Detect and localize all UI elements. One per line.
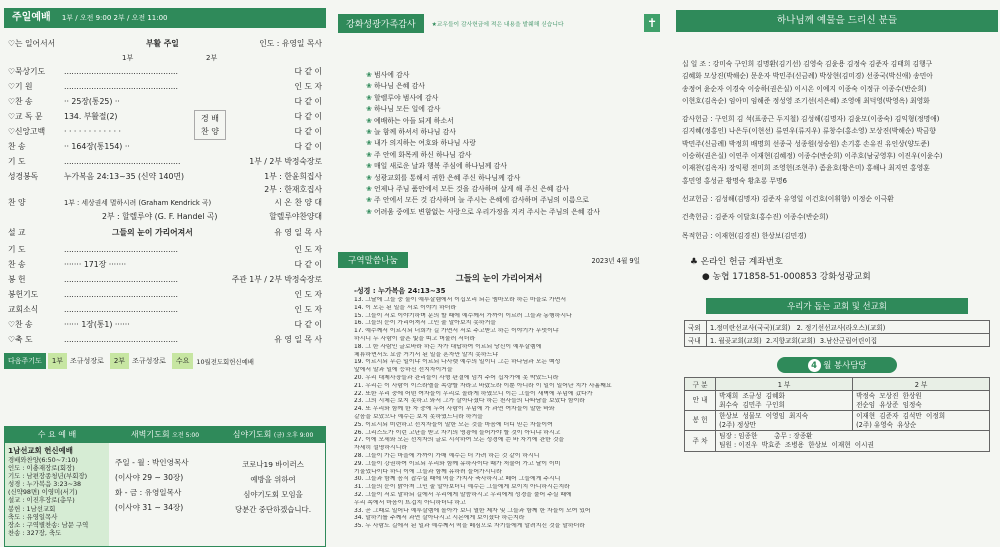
flower-icon: ❀	[366, 162, 374, 171]
offering-column	[676, 0, 998, 547]
order-person: 유 영 일 목 사	[274, 335, 322, 344]
next-week-prayer	[4, 351, 326, 371]
mission-table	[684, 320, 990, 347]
night-line: 코로나19 바이러스	[242, 460, 304, 469]
offering-row: 박민주(신금례) 박정희 배명희 선종국 성종원(성승원) 손기홍 손유진 유인상(양도준)	[682, 139, 930, 148]
offering-title: 하나님께 예물을 드리신 분들	[676, 10, 998, 32]
mission-domestic-2: 2.지향교회(교회)	[765, 337, 816, 345]
verse-line: 18. 그 한 사람인 글로바라 하는 자가 대답하여 이르되 당신이 예루살렘에	[354, 343, 542, 350]
bible-date: 2023년 4월 9일	[591, 257, 640, 265]
flower-icon: ❀	[366, 150, 374, 159]
night-time: (금) 오후 9:00	[273, 432, 314, 439]
dawn-time: 오전 5:00	[172, 432, 200, 439]
duty-cell: 이재현 김준자 김석만 이정희 (2주) 유영숙 유상순	[853, 411, 990, 431]
verse-line: 28. 그들이 가는 마을에 가까이 가매 예수는 더 가려 하는 것 같이 하시니	[354, 452, 540, 459]
order-row	[4, 154, 326, 169]
duty-cell: 안 내	[685, 391, 716, 411]
order-person: 인 도 자	[294, 245, 322, 254]
night-line: 예방을 위하여	[250, 475, 296, 484]
thanks-item	[366, 150, 660, 161]
choir-1: 1부 : 세상권세 멸하시려 (Graham Kendrick 곡)	[64, 199, 212, 207]
night-header: 심야기도회	[232, 430, 272, 439]
flower-icon: ❀	[366, 71, 374, 79]
order-person: 다 같 이	[294, 320, 322, 329]
verse-line: 34. 말하기를 주께서 과연 살아나시고 시몬에게 보이셨다 하는지라	[354, 515, 525, 522]
flower-icon: ❀	[366, 196, 374, 205]
flower-icon: ❀	[366, 105, 374, 114]
thanks-item	[366, 161, 660, 172]
order-row	[4, 139, 326, 154]
order-person: 다 같 이	[294, 97, 322, 106]
order-detail: ······· 171장 ·······	[64, 260, 127, 269]
nw2-label: 2부	[110, 353, 129, 369]
verse-line: 30. 그들과 함께 음식 잡수실 때에 떡을 가지사 축사하시고 떼어 그들에게 주시니	[354, 476, 561, 483]
thanks-text: 내가 의지하는 여호와 하나님 사랑	[373, 139, 476, 148]
thanks-text: 매일 새로운 날과 행복 주심에 하나님께 감사	[373, 162, 507, 171]
choir-2: 2부 : 할렐루야 (G. F. Handel 곡)	[102, 212, 218, 221]
worship-times: 1부 / 오전 9:00 2부 / 오전 11:00	[61, 14, 168, 22]
thanks-list	[338, 34, 660, 252]
wed-line: 봉헌 : 1남선교회	[8, 504, 56, 513]
nw1-value: 조규성장로	[70, 357, 104, 365]
thanks-text: 주 안에 화목케 하신 하나님 감사	[373, 150, 472, 159]
order-row	[4, 124, 326, 139]
order-row	[4, 64, 326, 79]
wed-content	[5, 443, 109, 546]
verse-line: 체류하면서도 요즘 거기서 된 일을 혼자만 알지 못하느냐	[354, 351, 498, 358]
dawn-line: (이사야 29 ~ 30장)	[115, 473, 184, 482]
verse-line: 27. 이에 모세와 모든 선지자의 글로 시작하여 모든 성경에 쓴 바 자기에 관한 것을	[354, 437, 565, 444]
choir-2-team: 할렐루야찬양대	[269, 212, 322, 221]
thanks-text: 할렐루야 범사에 감사	[373, 93, 439, 102]
mission-domestic-1: 1. 월곶교회(교회)	[710, 337, 762, 345]
verse-line: 15. 그들이 서로 이야기하며 문의 할 때에 예수께서 가까이 이르러 그들과 동행하시나	[354, 312, 572, 319]
order-detail: ······ 1장(통1) ······	[64, 320, 130, 329]
thanks-item	[366, 127, 660, 138]
bible-verses	[338, 296, 660, 531]
online-title: ♣ 온라인 헌금 계좌번호	[690, 257, 783, 267]
thanks-text: 예배하는 아들 되게 하소서	[373, 116, 454, 125]
order-row	[4, 257, 326, 272]
thanks-item	[366, 195, 660, 206]
wed-line: 성경 : 누가복음 3:23~38	[8, 480, 82, 489]
offering-row: 목적헌금 : 이재현(김경진) 한상보(김민경)	[682, 231, 807, 240]
sermon-label: 설 교	[8, 228, 26, 237]
order-name: 기 도	[8, 245, 26, 254]
thanks-item	[366, 138, 660, 149]
order-name: ♡축 도	[8, 335, 33, 344]
flower-icon: ❀	[366, 185, 374, 194]
choir-1-team: 시 온 찬 양 대	[274, 198, 322, 207]
flower-icon: ❀	[366, 207, 374, 216]
verse-line: 22. 또한 우리 중에 어떤 여자들이 우리로 놀라게 하였으니 이는 그들이 새벽에 무덤에 갔다가	[354, 390, 593, 397]
order-name: 찬 송	[8, 260, 26, 269]
wed-header: 수 요 예 배	[37, 430, 77, 439]
order-name: ♡찬 송	[8, 320, 33, 329]
order-row	[4, 242, 326, 257]
order-detail: ..............................................	[64, 275, 179, 284]
verse-line: 29. 그들이 강권하여 이르되 우리와 함께 유하사이다 때가 저물어 가고 날이 이미	[354, 460, 561, 467]
thanks-title: 강화성광가족감사	[338, 14, 424, 33]
verse-line: 31. 그들의 눈이 밝아져 그인 줄 알아보더니 예수는 그들에게 보이지 아니하시는지라	[354, 484, 570, 491]
wed-line: 기도 : 남편장종청년(부회장)	[8, 472, 88, 481]
offering-row: 이재찬(김옥자) 장익평 전미희 조영헌(조현주) 좀윤호(황은미) 홍해나 최지연 홍영훈	[682, 164, 930, 173]
thanks-item	[366, 116, 660, 127]
duty-cell: 박재희 조규성 김혜화 최수숙 김민주 구인희	[716, 391, 853, 411]
order-person: 주관 1부 / 2부 박정숙장로	[231, 275, 322, 284]
order-detail: ..............................................	[64, 245, 179, 254]
thanks-text: 성광교회를 통해서 귀한 은혜 주신 하나님께 감사	[373, 173, 521, 182]
worship-title: 주일예배	[12, 12, 51, 23]
part2-label: 2부	[206, 54, 218, 62]
order-person: 1부 : 한윤희집사	[264, 172, 322, 181]
order-row	[4, 169, 326, 184]
opening-label: ♡는 일어서서	[8, 39, 56, 48]
order-detail: · · · · · · · · · · · ·	[64, 127, 122, 136]
thanks-item	[366, 207, 660, 218]
order-name: 기 도	[8, 157, 26, 166]
worship-leader: 인도 : 유영일 목사	[259, 39, 322, 48]
order-detail: ..............................................	[64, 67, 179, 76]
order-person: 인 도 자	[294, 82, 322, 91]
thanks-item	[366, 104, 660, 115]
bible-header	[338, 252, 660, 268]
order-row	[4, 287, 326, 302]
verse-line: 같음을 보았으나 예수는 보지 못하였느니라 하거늘	[354, 413, 483, 420]
part1-label: 1부	[122, 54, 134, 62]
mission-abroad-label: 국외	[685, 321, 707, 334]
order-row	[4, 302, 326, 317]
thanks-text: 언제나 주님 품안에서 모든 것을 감사하며 살게 해 주신 은혜 감사	[373, 185, 569, 194]
order-of-service	[4, 64, 326, 184]
thanks-column	[338, 0, 660, 547]
offering-row: 건축헌금 : 김준자 이달호(홍수진) 이종수(반순희)	[682, 213, 829, 222]
order-name: ♡묵상기도	[8, 67, 46, 76]
verse-line: 20. 우리 대제사장들과 관리들이 사형 판결에 넘겨 주어 십자가에 못 박았느니라	[354, 374, 559, 381]
order-person: 다 같 이	[294, 142, 322, 151]
thanks-text: 범사에 감사	[373, 71, 410, 79]
verse-line: 25. 이르시되 미련하고 선지자들이 말한 모든 것을 마음에 더디 믿는 자들이여	[354, 421, 553, 428]
order-detail: ...............................................	[64, 157, 181, 166]
thanks-text: 하나님 은혜 감사	[373, 82, 425, 91]
duty-header	[777, 357, 897, 373]
flower-icon: ❀	[366, 93, 374, 102]
order-detail: 누가복음 24:13~35 (신약 140면)	[64, 172, 185, 181]
verse-line: 17. 예수께서 이르시되 너희가 길 가면서 서로 주고받고 하는 이야기가 무엇이냐	[354, 328, 559, 335]
thanks-text: 늘 함께 하셔서 하나님 감사	[373, 128, 456, 137]
order-name: ♡교 독 문	[8, 112, 43, 121]
thanks-item	[366, 70, 660, 81]
duty-head: 구 분	[685, 378, 716, 391]
praise-note-2: 찬 양	[201, 127, 219, 136]
verse-line: 13. 그날에 그들 중 둘이 예루살렘에서 이십오리 되는 엠마오라 하는 마을로 가면서	[354, 297, 567, 303]
night-content	[221, 443, 325, 546]
worship-theme: 부활 주일	[146, 39, 179, 48]
mission-domestic-label: 국내	[685, 334, 707, 347]
order-name: 봉 헌	[8, 275, 26, 284]
offering-row: 선교헌금 : 김성해(김명자) 김준자 유영일 이건호(이휘향) 이정순 이극환	[682, 194, 894, 203]
thanks-item	[366, 93, 660, 104]
order-row	[4, 272, 326, 287]
flower-icon: ❀	[366, 173, 374, 182]
offering-row: 김혜화 모상진(박해순) 문운자 박민주(신금례) 박상현(김미경) 선종국(박신애) 송민아	[682, 72, 933, 81]
offering-row: 이승하(권은실) 이연주 이재현(김혜정) 이종수(반순희) 이주호(남궁영후) 이진우(이윤수)	[682, 152, 943, 161]
verse-line: 14. 이 모든 된 일을 서로 이야기 하더라	[354, 304, 457, 311]
dawn-line: (이사야 31 ~ 34장)	[115, 503, 184, 512]
nw3-value: 10월전도회헌신예배	[196, 357, 254, 366]
order-name: 성경봉독	[8, 172, 39, 181]
verse-line: 24. 또 우리와 함께 한 자 중에 두어 사람이 무덤에 가 과연 여자들이 말한 바와	[354, 406, 555, 413]
verse-line: 35. 두 사람도 길에서 된 일과 예수께서 떡을 떼심으로 자기들에게 알려지신 것을 말하더라	[354, 523, 585, 530]
order-of-service-2	[4, 242, 326, 347]
wed-line: 경배와찬양(6:50~7:10)	[8, 456, 78, 464]
verse-line: 자세히 설명하시니라	[354, 445, 408, 452]
verse-line: 32. 그들이 서로 말하되 길에서 우리에게 말씀하시고 우리에게 성경을 풀어 주실 때에	[354, 491, 572, 498]
wed-line: 설교 : 이진후장로(총무)	[8, 496, 75, 505]
praise-note	[194, 110, 226, 140]
order-name: ♡찬 송	[8, 97, 33, 106]
order-detail: ·· 25장(통25) ··	[64, 97, 120, 106]
order-name: 찬 송	[8, 142, 26, 151]
reading-2: 2부 : 한재호집사	[264, 185, 322, 194]
wed-line: (신약98면) 이영미(서기)	[8, 488, 78, 497]
order-detail: ..............................................	[64, 335, 179, 344]
wednesday-box	[4, 426, 326, 547]
duty-title: 월 봉사담당	[823, 360, 867, 370]
flower-icon: ❀	[366, 82, 374, 91]
verse-line: 21. 우리는 이 사람이 이스라엘을 속량할 자라고 바랐노라 이뿐 아니라 이 일이 일어난 지가 사흘째요	[354, 382, 612, 389]
offering-list	[676, 32, 998, 248]
order-person: 다 같 이	[294, 112, 322, 121]
wed-title: 1남선교회 헌신예배	[8, 446, 73, 455]
dawn-line: 주일 - 월 : 박인영목사	[115, 458, 189, 467]
thanks-text: 어려움 중에도 변함없는 사랑으로 우리가정을 지켜 주시는 주님의 은혜 감사	[373, 207, 601, 216]
order-detail: ..............................................	[64, 290, 179, 299]
order-detail: 134. 부활절(2)	[64, 112, 118, 121]
duty-cell: 주 차	[685, 431, 716, 451]
duty-table	[684, 377, 990, 452]
thanks-item	[366, 184, 660, 195]
verse-line: 26. 그리스도가 이런 고난을 받고 자기의 영광에 들어가야 할 것이 아니냐 하시고	[354, 429, 561, 436]
thanks-header	[338, 12, 660, 34]
worship-column	[4, 0, 326, 547]
verse-line: 23. 그의 시체는 보지 못하고 와서 그가 살아나셨다 하는 천사들의 나타남을 보았다 함이라	[354, 398, 585, 405]
bible-sermon: 그들의 눈이 가리어져서	[455, 273, 543, 283]
verse-line: 하시니 두 사람이 슬픈 빛을 띠고 머물러 서더라	[354, 335, 476, 342]
duty-cell: 봉 헌	[685, 411, 716, 431]
order-person: 다 같 이	[294, 127, 322, 136]
offering-row: 감사헌금 : 구인희 김 석(표종근 두지철) 김성해(김명자) 김윤모(이종숙) 김익형(정명애)	[682, 115, 940, 124]
order-person: 인 도 자	[294, 305, 322, 314]
nw1-label: 1부	[48, 353, 67, 369]
wed-line: 축도 : 유영일목사	[8, 512, 58, 521]
thanks-text: 하나님 모든 일에 감사	[373, 105, 441, 114]
order-row	[4, 332, 326, 347]
flower-icon: ❀	[366, 139, 374, 148]
verse-line: 앞에서 말과 일에 능하신 선지자이거늘	[354, 367, 453, 374]
verse-line: 16. 그들의 눈이 가리어져서 그인 줄 알아보지 못하거늘	[354, 320, 496, 327]
order-person: 다 같 이	[294, 260, 322, 269]
thanks-note: ★교우들이 감사헌금에 적은 내용을 발췌해 싣습니다	[431, 21, 564, 28]
order-row	[4, 94, 326, 109]
verse-line: 기울었나이다 하니 이에 그들과 함께 유하러 들어가시니라	[354, 468, 502, 475]
order-row	[4, 317, 326, 332]
order-name: ♡기 원	[8, 82, 33, 91]
offering-row: 이현호(김옥순) 임아미 임해준 정성영 조기선(서은혜) 조영애 최덕영(박영옥) 최영화	[682, 96, 930, 105]
duty-month: 4	[808, 359, 821, 372]
mission-abroad-1: 1.정미란선교사(국국)(교회)	[710, 324, 791, 332]
dawn-line: 화 - 금 : 유영일목사	[115, 488, 182, 497]
duty-cell: 한상보 성물모 이영임 최지숙 (2주) 정상만	[716, 411, 853, 431]
order-person: 1부 / 2부 박정숙장로	[249, 157, 322, 166]
order-person: 인 도 자	[294, 290, 322, 299]
mission-abroad-2: 2. 정기선선교사(라오스)(교회)	[796, 324, 886, 332]
mission-domestic-3: 3.남산군립어린이집	[819, 337, 878, 345]
nw3-label: 수요	[172, 353, 194, 369]
verse-line: 우리 속에서 마음이 뜨겁지 아니하더냐 하고	[354, 499, 466, 506]
sermon-preacher: 유 영 일 목 사	[274, 228, 322, 237]
next-week-label: 다음주기도	[4, 353, 46, 369]
night-line: 당분간 중단하겠습니다.	[234, 505, 312, 514]
verse-line: 33. 곧 그때로 일어나 예루살렘에 돌아가 보니 열한 제자 및 그들과 함께 한 자들이 모여 있어	[354, 507, 591, 514]
thanks-item	[366, 81, 660, 92]
online-account: ● 농협 171858-51-000853 강화성광교회	[702, 272, 871, 282]
order-person: 다 같 이	[294, 67, 322, 76]
duty-head: 2 부	[853, 378, 990, 391]
dawn-header: 새벽기도회	[130, 430, 170, 439]
order-detail: ..............................................	[64, 305, 179, 314]
bible-title: 구역말씀나눔	[338, 252, 408, 268]
offering-row: 홍민영 홍성균 황명숙 황초롱 무명6	[682, 176, 787, 185]
sermon-title: 그들의 눈이 가리어져서	[112, 228, 193, 237]
order-row	[4, 109, 326, 124]
flower-icon: ❀	[366, 128, 374, 137]
order-name: 교회소식	[8, 305, 39, 314]
order-name: 봉헌기도	[8, 290, 39, 299]
thanks-text: 주 안에서 모든 것 감사하며 늘 주시는 은혜에 감사하며 주님의 이름으로	[373, 196, 589, 205]
cross-icon: ✝	[644, 14, 660, 32]
duty-cell: 박정숙 모상진 한상원 전순임 유상준 임정숙	[853, 391, 990, 411]
order-detail: ·· 164장(통154) ··	[64, 142, 130, 151]
wed-line: 장소 : 구역별찬송: 남문 구역	[8, 520, 89, 529]
wed-line: 찬송 : 327장, 축도	[8, 528, 62, 537]
bible-ref: -성경 : 누가복음 24:13~35	[354, 287, 446, 295]
thanks-item	[366, 173, 660, 184]
flower-icon: ❀	[366, 116, 374, 125]
order-detail: ..............................................	[64, 82, 179, 91]
offering-row: 송정여 윤순자 이경숙 이승하(권은실) 이시온 이예지 이종숙 이정규 이종수(반순희)	[682, 84, 927, 93]
wed-line: 인도 : 이충재장로(회장)	[8, 464, 75, 473]
praise-note-1: 경 배	[201, 114, 219, 123]
offering-row: 김지혜(정홍인) 나은두(이현선) 류연우(류지우) 류창수(홍소영) 모상진(박해순) 박금향	[682, 127, 936, 136]
order-row	[4, 79, 326, 94]
nw2-value: 조규성장로	[132, 357, 166, 365]
duty-head: 1 부	[716, 378, 853, 391]
order-name: ♡신앙고백	[8, 127, 46, 136]
dawn-content	[109, 443, 221, 546]
night-line: 심야기도회 모임을	[243, 490, 303, 499]
worship-header	[4, 8, 326, 28]
mission-title: 우리가 돕는 교회 및 선교회	[706, 298, 968, 314]
verse-line: 19. 이르시되 무슨 일이냐 이르되 나사렛 예수의 일이니 그는 하나님과 모든 백성	[354, 359, 561, 366]
duty-cell: 팀장 : 임종한 총무 : 장종환 팀원 : 이진우 박효준 조병용 한상보 이재현 이시권	[716, 431, 990, 451]
choir-label: 찬 양	[8, 198, 26, 207]
offering-row: 십 일 조 : 강미숙 구인희 김명환(김기선) 김영숙 김윤용 김정숙 김준자 김태희 김행구	[682, 60, 933, 68]
